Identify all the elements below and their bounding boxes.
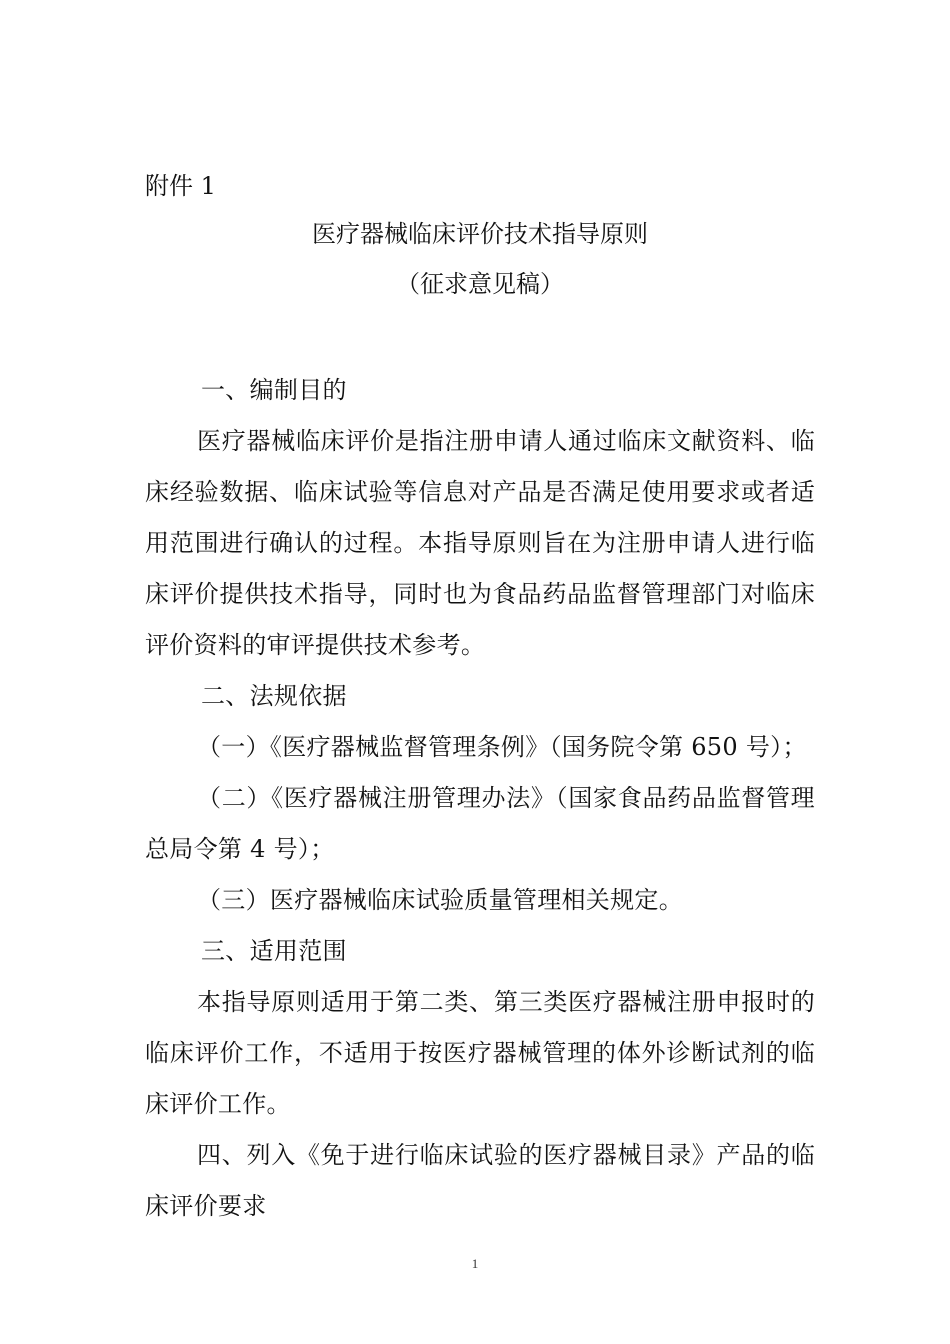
document-title: 医疗器械临床评价技术指导原则 — [312, 220, 648, 248]
section-heading-scope: 三、适用范围 — [201, 937, 347, 965]
page-number: 1 — [471, 1256, 479, 1271]
legal-basis-item-1: （一）《医疗器械监督管理条例》（国务院令第 650 号）； — [197, 733, 807, 761]
legal-basis-item-3: （三）医疗器械临床试验质量管理相关规定。 — [197, 886, 683, 914]
attachment-label: 附件 1 — [145, 172, 216, 200]
section-heading-exempt-catalog: 四、列入《免于进行临床试验的医疗器械目录》产品的临床评价要求 — [145, 1141, 815, 1220]
section-paragraph-scope: 本指导原则适用于第二类、第三类医疗器械注册申报时的临床评价工作，不适用于按医疗器械管理的体外诊断试剂的临床评价工作。 — [145, 988, 815, 1118]
section-heading-legal-basis: 二、法规依据 — [201, 682, 347, 710]
document-subtitle: （征求意见稿） — [396, 270, 564, 298]
legal-basis-item-2: （二）《医疗器械注册管理办法》（国家食品药品监督管理总局令第 4 号）； — [145, 784, 815, 863]
section-paragraph-purpose: 医疗器械临床评价是指注册申请人通过临床文献资料、临床经验数据、临床试验等信息对产品是否满足使用要求或者适用范围进行确认的过程。本指导原则旨在为注册申请人进行临床评价提供技术指导，同时也为食品药品监督管理部门对临床评价资料的审评提供技术参考。 — [145, 427, 815, 659]
section-heading-purpose: 一、编制目的 — [201, 376, 347, 404]
document-body — [145, 365, 815, 1232]
